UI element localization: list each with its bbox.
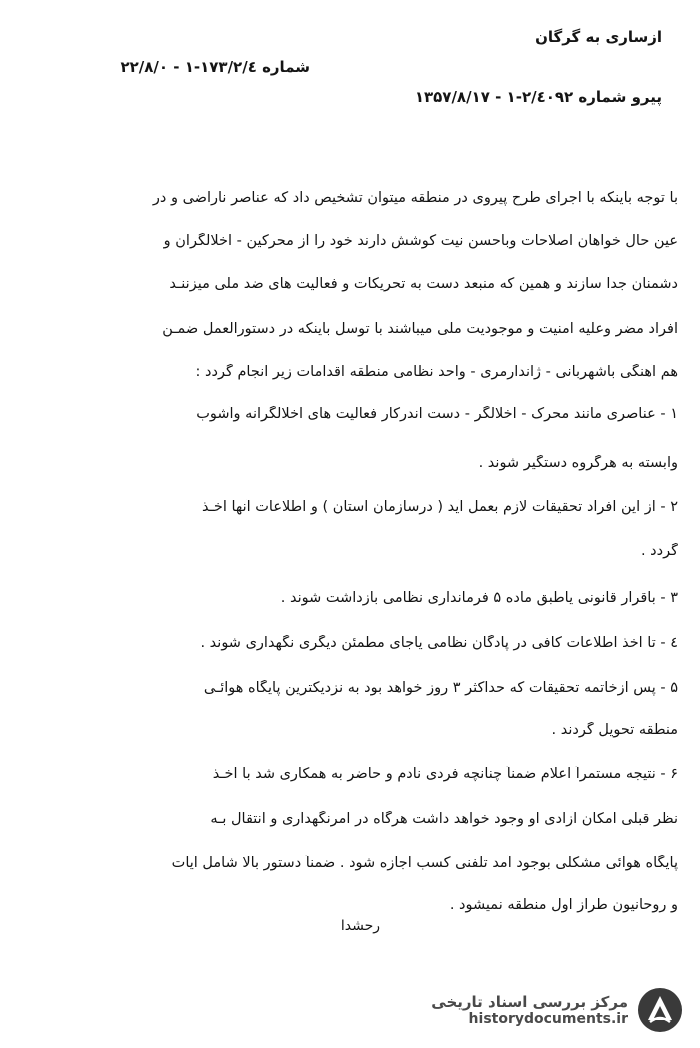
body-line: گردد . bbox=[640, 543, 678, 559]
reference-number: پیرو شماره ۲/٤٠۹۲-۱ - ۱۳۵۷/۸/۱۷ bbox=[414, 88, 662, 106]
body-line: دشمنان جدا سازند و همین که منبعد دست به تحریکات و فعالیت های ضد ملی میزننـد bbox=[169, 276, 678, 292]
body-line: با توجه باینکه با اجرای طرح پیروی در منطقه میتوان تشخیص داد که عناصر ناراضی و در bbox=[152, 190, 678, 206]
body-line: نظر قبلی امکان آزادی او وجود خواهد داشت هرگاه در امرنگهداری و انتقال بـه bbox=[210, 811, 678, 827]
body-line: ۵ - پس ازخاتمه تحقیقات که حداکثر ۳ روز خواهد بود به نزدیکترین پایگاه هوائـی bbox=[203, 680, 678, 696]
sender-header: ازساری به گرگان bbox=[535, 28, 662, 46]
body-line: ٤ - تا اخذ اطلاعات کافی در پادگان نظامی یاجای مطمئن دیگری نگهداری شوند . bbox=[200, 635, 678, 651]
body-line: عین حال خواهان اصلاحات وباحسن نیت کوشش دارند خود را از محرکین - اخلالگران و bbox=[163, 233, 678, 249]
body-line: و روحانیون طراز اول منطقه نمیشود . bbox=[449, 897, 678, 913]
body-line: افراد مضر وعلیه امنیت و موجودیت ملی میباشند با توسل باینکه در دستورالعمل ضمـن bbox=[162, 321, 678, 337]
body-line: ۳ - باقرار قانونی یاطبق ماده ۵ فرمانداری نظامی بازداشت شوند . bbox=[280, 590, 678, 606]
archive-logo-icon bbox=[636, 986, 684, 1034]
archive-watermark bbox=[431, 984, 684, 1036]
body-line: ۲ - از این افراد تحقیقات لازم بعمل آید ( درسازمان استان ) و اطلاعات آنها اخـذ bbox=[202, 499, 678, 515]
body-line: منطقه تحویل گردند . bbox=[551, 722, 678, 738]
body-line: هم آهنگی باشهربانی - ژاندارمری - واحد نظامی منطقه اقدامات زیر انجام گردد : bbox=[195, 364, 678, 380]
document-number: شماره ۱۷۳/۲/٤-۱ - ۲۲/۸/۰ bbox=[120, 58, 310, 76]
body-line: ۱ - عناصری مانند محرک - اخلالگر - دست اندرکار فعالیت های اخلالگرانه وآشوب bbox=[196, 406, 678, 422]
body-line: پایگاه هوائی مشکلی بوجود آمد تلفنی کسب اجازه شود . ضمناً دستور بالا شامل آیات bbox=[171, 855, 678, 871]
signature: رحشدا bbox=[340, 918, 380, 934]
watermark-url[interactable]: historydocuments.ir bbox=[468, 1011, 628, 1027]
body-line: ۶ - نتیجه مستمراً اعلام ضمناً چنانچه فردی نادم و حاضر به همکاری شد با اخـذ bbox=[212, 766, 678, 782]
watermark-title: مرکز بررسی اسناد تاریخی bbox=[431, 993, 628, 1011]
body-line: وابسته به هرگروه دستگیر شوند . bbox=[478, 455, 678, 471]
